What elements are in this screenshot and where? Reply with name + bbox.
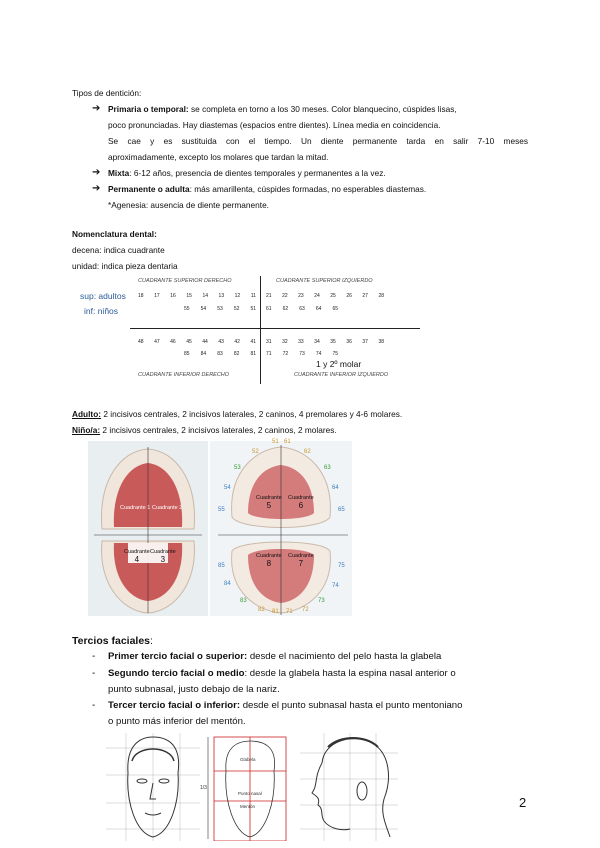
tooth-number: 65: [332, 306, 338, 312]
tooth-number: 53: [217, 306, 223, 312]
tooth-number-61: 61: [284, 439, 291, 445]
child-q8-word: Cuadrante: [256, 553, 282, 559]
primaria-line4: aproximadamente, excepto los molares que tardan la mitad.: [108, 152, 329, 162]
adulto-line: [72, 407, 402, 423]
tooth-number: 15: [186, 293, 192, 299]
child-q5-label: [256, 495, 282, 510]
tooth-number: 22: [282, 293, 288, 299]
permanente-line: [108, 182, 426, 198]
tooth-number: 83: [217, 351, 223, 357]
q4-row: [138, 339, 256, 345]
tooth-number: 14: [202, 293, 208, 299]
arrow-icon: ➔: [92, 103, 101, 114]
tooth-number-73: 73: [318, 598, 325, 604]
tooth-number: 34: [314, 339, 320, 345]
tooth-number-72: 72: [302, 607, 309, 613]
tooth-number: 61: [266, 306, 272, 312]
tooth-number-65: 65: [338, 507, 345, 513]
tercio-1: [108, 651, 441, 662]
dash-bullet: -: [92, 651, 96, 662]
agenesia-note: *Agenesia: ausencia de diente permanente.: [108, 200, 269, 210]
mixta-label: Mixta: [108, 168, 130, 178]
child-q5-word: Cuadrante: [256, 495, 282, 501]
adult-arches-image: [88, 441, 208, 616]
mixta-line: [108, 166, 386, 182]
adult-q3-number: 3: [160, 555, 166, 564]
unidad-line: unidad: indica pieza dentaria: [72, 261, 178, 271]
tooth-number: 85: [184, 351, 190, 357]
tooth-number: 23: [298, 293, 304, 299]
tooth-number-84: 84: [224, 581, 231, 587]
tooth-number-52: 52: [252, 449, 259, 455]
adulto-text: 2 incisivos centrales, 2 incisivos laterales, 2 caninos, 4 premolares y 4-6 molares.: [101, 409, 403, 419]
tooth-number-85: 85: [218, 563, 225, 569]
arrow-icon: ➔: [92, 183, 101, 194]
molar-note: 1 y 2º molar: [316, 359, 362, 369]
tooth-number-75: 75: [338, 563, 345, 569]
tooth-number: 12: [234, 293, 241, 299]
q7-row: [266, 351, 338, 357]
permanente-label: Permanente o adulta: [108, 184, 190, 194]
q8-row: [184, 351, 256, 357]
q1-row: [138, 293, 256, 299]
adult-q4-word: Cuadrante: [124, 549, 150, 555]
tooth-number: 63: [299, 306, 305, 312]
tooth-number: 37: [362, 339, 368, 345]
upper-right-title: CUADRANTE SUPERIOR DERECHO: [138, 278, 232, 284]
tooth-number: 55: [184, 306, 190, 312]
dash-bullet: -: [92, 700, 96, 711]
tooth-number: 46: [170, 339, 176, 345]
page-number: 2: [519, 795, 527, 810]
tooth-number-62: 62: [304, 449, 311, 455]
tooth-number: 42: [234, 339, 240, 345]
tooth-number: 13: [218, 293, 225, 299]
child-q8-number: 8: [266, 559, 272, 568]
child-q8-label: [256, 553, 282, 568]
mixta-text: : 6-12 años, presencia de dientes temporales y permanentes a la vez.: [129, 168, 386, 178]
child-q6-label: [288, 495, 314, 510]
quadrant-chart: [80, 276, 420, 386]
horizontal-divider: [130, 328, 420, 329]
tooth-number-71: 71: [286, 609, 293, 615]
nino-label: Niño/a:: [72, 425, 101, 435]
primaria-label: Primaria o temporal:: [108, 104, 189, 114]
tercio-3: [108, 700, 462, 711]
face-thirds-diagram: [200, 735, 296, 841]
tooth-number: 24: [314, 293, 320, 299]
tooth-number: 71: [266, 351, 272, 357]
tercio-2-label: Segundo tercio facial o medio: [108, 668, 245, 679]
tooth-number: 17: [154, 293, 160, 299]
tercios-heading: [72, 635, 153, 647]
tooth-number-74: 74: [332, 583, 339, 589]
tooth-number: 36: [346, 339, 352, 345]
tooth-number: 27: [362, 293, 368, 299]
adulto-label: Adulto:: [72, 409, 102, 419]
child-arches-image: [210, 441, 352, 616]
adult-arches-drawing: [88, 441, 208, 616]
punto-nasal-label: Punto nasal: [238, 791, 262, 796]
upper-left-title: CUADRANTE SUPERIOR IZQUIERDO: [276, 278, 373, 284]
tooth-number: 64: [315, 306, 322, 312]
primaria-line3: Se cae y es sustituida con el tiempo. Un diente permanente tarda en salir 7-10 meses: [108, 136, 528, 146]
child-q7-label: [288, 553, 314, 568]
q3-row: [266, 339, 384, 345]
tooth-number-55: 55: [218, 507, 225, 513]
tooth-number: 82: [233, 351, 240, 357]
tercio-2: [108, 668, 456, 679]
tercio-3-line2: o punto más inferior del mentón.: [108, 716, 246, 727]
tercios-heading-text: Tercios faciales: [72, 635, 151, 647]
nomenclatura-heading: Nomenclatura dental:: [72, 229, 157, 239]
adult-q3-label: [150, 549, 176, 564]
menton-label: Mentón: [240, 804, 256, 809]
sup-label: sup: adultos: [80, 291, 126, 301]
adult-q1-label: Cuadrante 1: [120, 505, 151, 511]
tooth-number: 81: [250, 351, 256, 357]
nino-line: [72, 423, 337, 439]
tooth-number: 38: [378, 339, 384, 345]
child-q7-number: 7: [298, 559, 304, 568]
tooth-number: 73: [299, 351, 305, 357]
tercio-1-label: Primer tercio facial o superior:: [108, 651, 248, 662]
decena-line: decena: indica cuadrante: [72, 245, 165, 255]
primaria-text: se completa en torno a los 30 meses. Color blanquecino, cúspides lisas,: [188, 104, 457, 114]
glabela-label: Glabela: [240, 757, 256, 762]
permanente-text: : más amarillenta, cúspides formadas, no esperables diastemas.: [189, 184, 427, 194]
tooth-number-54: 54: [224, 485, 231, 491]
primaria-line1: [108, 102, 528, 118]
tooth-number: 44: [202, 339, 208, 345]
inf-label: inf: niños: [84, 306, 119, 316]
tercio-2-line2: punto subnasal, justo debajo de la nariz.: [108, 684, 280, 695]
tooth-number: 48: [138, 339, 144, 345]
child-q6-word: Cuadrante: [288, 495, 314, 501]
lower-right-title: CUADRANTE INFERIOR DERECHO: [138, 372, 230, 378]
tooth-number: 41: [250, 339, 256, 345]
tooth-number: 45: [186, 339, 192, 345]
tooth-number: 74: [315, 351, 322, 357]
tooth-number: 21: [266, 293, 272, 299]
tooth-number: 43: [218, 339, 224, 345]
tooth-number-63: 63: [324, 465, 331, 471]
adult-q3-word: Cuadrante: [150, 549, 176, 555]
tooth-number: 72: [282, 351, 289, 357]
tooth-number-82: 82: [258, 607, 265, 613]
child-q5-number: 5: [266, 501, 272, 510]
lower-left-title: CUADRANTE INFERIOR IZQUIERDO: [294, 372, 389, 378]
adult-q4-number: 4: [134, 555, 140, 564]
q6-row: [266, 306, 338, 312]
face-profile-drawing: [300, 733, 398, 841]
tooth-number: 31: [266, 339, 272, 345]
dentition-heading: Tipos de dentición:: [72, 88, 142, 98]
tooth-number: 52: [233, 306, 240, 312]
tooth-number-83: 83: [240, 598, 247, 604]
tooth-number: 26: [346, 293, 352, 299]
face-front-drawing: [106, 733, 200, 841]
tooth-number: 47: [154, 339, 160, 345]
q5-row: [184, 306, 256, 312]
primaria-line2: poco pronunciadas. Hay diastemas (espacios entre dientes). Línea media en coincidencia.: [108, 120, 441, 130]
dash-bullet: -: [92, 668, 96, 679]
q2-row: [266, 293, 384, 299]
tercio-1-text: desde el nacimiento del pelo hasta la glabela: [247, 651, 442, 662]
tooth-number: 32: [282, 339, 288, 345]
tooth-number: 75: [332, 351, 338, 357]
tooth-number: 51: [250, 306, 256, 312]
vertical-divider: [260, 276, 261, 384]
tercio-3-text: desde el punto subnasal hasta el punto mentoniano: [240, 700, 463, 711]
nino-text: 2 incisivos centrales, 2 incisivos laterales, 2 caninos, 2 molares.: [100, 425, 337, 435]
tooth-number: 28: [378, 293, 384, 299]
arrow-icon: ➔: [92, 167, 101, 178]
tooth-number: 25: [330, 293, 336, 299]
tooth-number: 62: [282, 306, 289, 312]
adult-q4-label: [124, 549, 150, 564]
tooth-number-64: 64: [332, 485, 339, 491]
tooth-number: 18: [138, 293, 144, 299]
tooth-number: 33: [298, 339, 304, 345]
tooth-number-53: 53: [234, 465, 241, 471]
tercio-3-label: Tercer tercio facial o inferior:: [108, 700, 241, 711]
tooth-number-51: 51: [272, 439, 279, 445]
adult-q2-label: Cuadrante 2: [152, 505, 183, 511]
tercios-colon: :: [150, 635, 153, 647]
tooth-number: 16: [170, 293, 176, 299]
tooth-number: 54: [200, 306, 207, 312]
tooth-number: 35: [330, 339, 336, 345]
child-q6-number: 6: [298, 501, 304, 510]
child-q7-word: Cuadrante: [288, 553, 314, 559]
tooth-number: 84: [200, 351, 207, 357]
scale-label: 1/3: [200, 785, 207, 791]
tercio-2-text: : desde la glabela hasta la espina nasal anterior o: [244, 668, 456, 679]
tooth-number-81: 81: [272, 609, 279, 615]
tooth-number: 11: [250, 293, 256, 299]
